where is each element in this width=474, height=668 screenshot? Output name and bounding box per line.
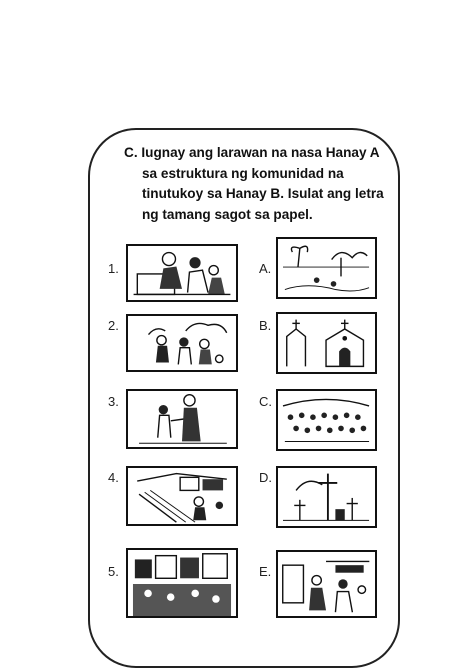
item-label-5: 5. bbox=[108, 564, 119, 579]
instruction-line-2: sa estruktura ng komunidad na bbox=[142, 165, 344, 181]
picture-2-children-playing bbox=[126, 314, 238, 372]
instruction-line-3: tinutukoy sa Hanay B. Isulat ang letra bbox=[142, 186, 384, 202]
picture-5-crowded-town bbox=[126, 548, 238, 618]
item-label-3: 3. bbox=[108, 394, 119, 409]
picture-4-market-stalls bbox=[126, 466, 238, 526]
instruction-letter: C. bbox=[124, 145, 138, 160]
instruction-line-1: Iugnay ang larawan na nasa Hanay A bbox=[141, 145, 380, 160]
picture-e-street-vendors bbox=[276, 550, 377, 618]
choice-label-c: C. bbox=[259, 394, 272, 409]
item-label-4: 4. bbox=[108, 470, 119, 485]
item-label-1: 1. bbox=[108, 261, 119, 276]
picture-b-church-building bbox=[276, 312, 377, 374]
choice-label-d: D. bbox=[259, 470, 272, 485]
picture-a-park-with-trees bbox=[276, 237, 377, 299]
picture-3-parent-and-child bbox=[126, 389, 238, 449]
item-label-2: 2. bbox=[108, 318, 119, 333]
picture-c-crowd-gathering bbox=[276, 389, 377, 451]
choice-label-e: E. bbox=[259, 564, 272, 579]
instruction-line-4: ng tamang sagot sa papel. bbox=[142, 206, 313, 222]
picture-d-cemetery-crosses bbox=[276, 466, 377, 528]
choice-label-a: A. bbox=[259, 261, 272, 276]
instruction-text bbox=[124, 143, 384, 225]
choice-label-b: B. bbox=[259, 318, 272, 333]
picture-1-teacher-and-students bbox=[126, 244, 238, 302]
